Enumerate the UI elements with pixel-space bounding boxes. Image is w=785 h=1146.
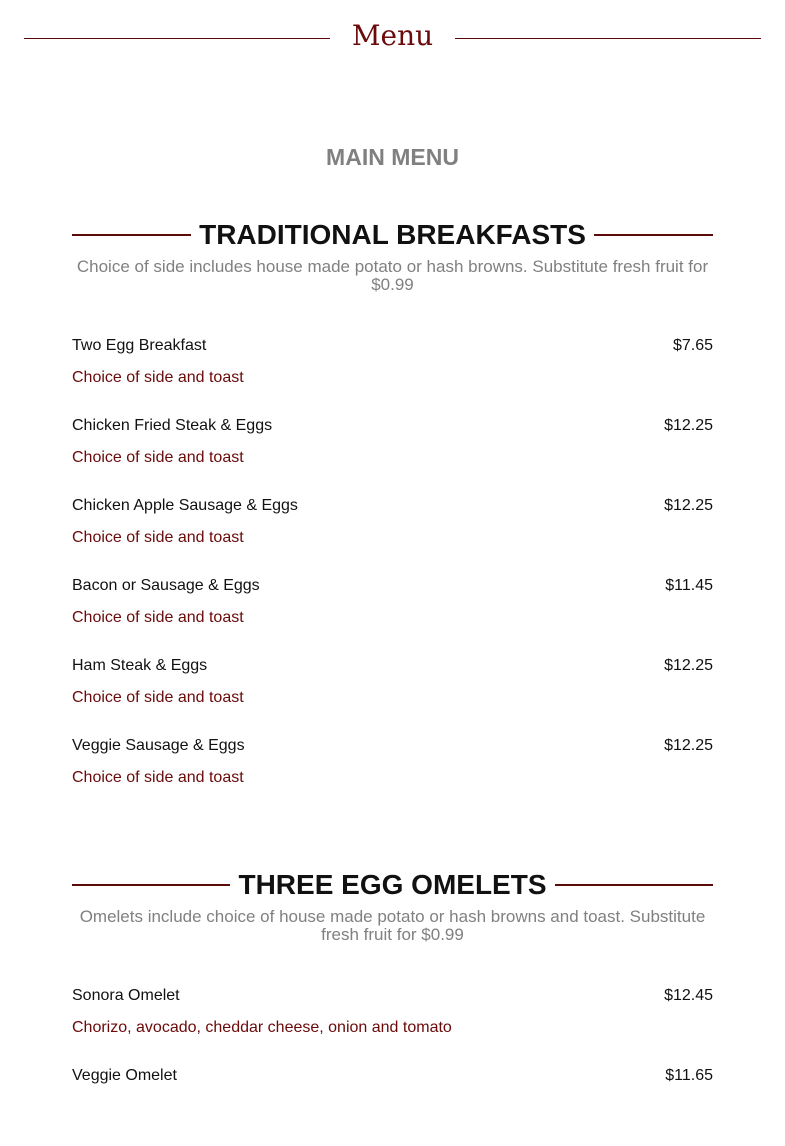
menu-item-price: $11.45 [665, 577, 713, 594]
menu-item-name: Veggie Omelet [72, 1067, 177, 1084]
page-header [24, 16, 761, 56]
menu-item [72, 656, 713, 736]
menu-item-name: Veggie Sausage & Eggs [72, 737, 245, 754]
menu-item [72, 736, 713, 816]
menu-item-description: Chorizo, avocado, cheddar cheese, onion and tomato [72, 1019, 452, 1036]
menu-item [72, 986, 713, 1066]
menu-item [72, 496, 713, 576]
menu-item-name: Two Egg Breakfast [72, 337, 207, 354]
menu-item-name: Chicken Apple Sausage & Eggs [72, 497, 298, 514]
menu-item-description: Choice of side and toast [72, 369, 244, 386]
menu-item-price: $12.25 [664, 497, 713, 514]
section-rule-left [72, 234, 191, 236]
menu-item-description: Choice of side and toast [72, 689, 244, 706]
section-rule-right [594, 234, 713, 236]
header-rule-left [24, 38, 330, 39]
section-three-egg-omelets [72, 868, 713, 1146]
menu-item-description: Choice of side and toast [72, 609, 244, 626]
menu-item-price: $12.25 [664, 737, 713, 754]
section-description: Choice of side includes house made potato or hash browns. Substitute fresh fruit for $0.99 [76, 257, 709, 294]
menu-item-description: Choice of side and toast [72, 529, 244, 546]
menu-item-price: $12.25 [664, 657, 713, 674]
section-rule-right [555, 884, 713, 886]
header-rule-right [455, 38, 761, 39]
menu-item-list [72, 986, 713, 1146]
main-menu-title: MAIN MENU [326, 144, 459, 170]
section-rule-left [72, 884, 230, 886]
menu-item-price: $11.65 [665, 1067, 713, 1084]
section-description: Omelets include choice of house made potato or hash browns and toast. Substitute fresh fruit for $0.99 [79, 907, 706, 944]
menu-item [72, 336, 713, 416]
section-heading [72, 868, 713, 902]
menu-item-description: Choice of side and toast [72, 449, 244, 466]
menu-item-price: $7.65 [672, 337, 713, 354]
menu-item [72, 1066, 713, 1146]
section-title: THREE EGG OMELETS [238, 869, 547, 900]
menu-item-price: $12.45 [664, 987, 713, 1004]
section-title: TRADITIONAL BREAKFASTS [199, 219, 586, 250]
menu-item-name: Chicken Fried Steak & Eggs [72, 417, 273, 434]
menu-item-list [72, 336, 713, 816]
menu-item [72, 416, 713, 496]
section-traditional-breakfasts [72, 218, 713, 816]
menu-item-name: Bacon or Sausage & Eggs [72, 577, 260, 594]
menu-item-name: Sonora Omelet [72, 987, 180, 1004]
menu-item [72, 576, 713, 656]
section-heading [72, 218, 713, 252]
menu-item-name: Ham Steak & Eggs [72, 657, 208, 674]
menu-item-price: $12.25 [664, 417, 713, 434]
menu-item-description: Choice of side and toast [72, 769, 244, 786]
page-title: Menu [351, 19, 434, 52]
